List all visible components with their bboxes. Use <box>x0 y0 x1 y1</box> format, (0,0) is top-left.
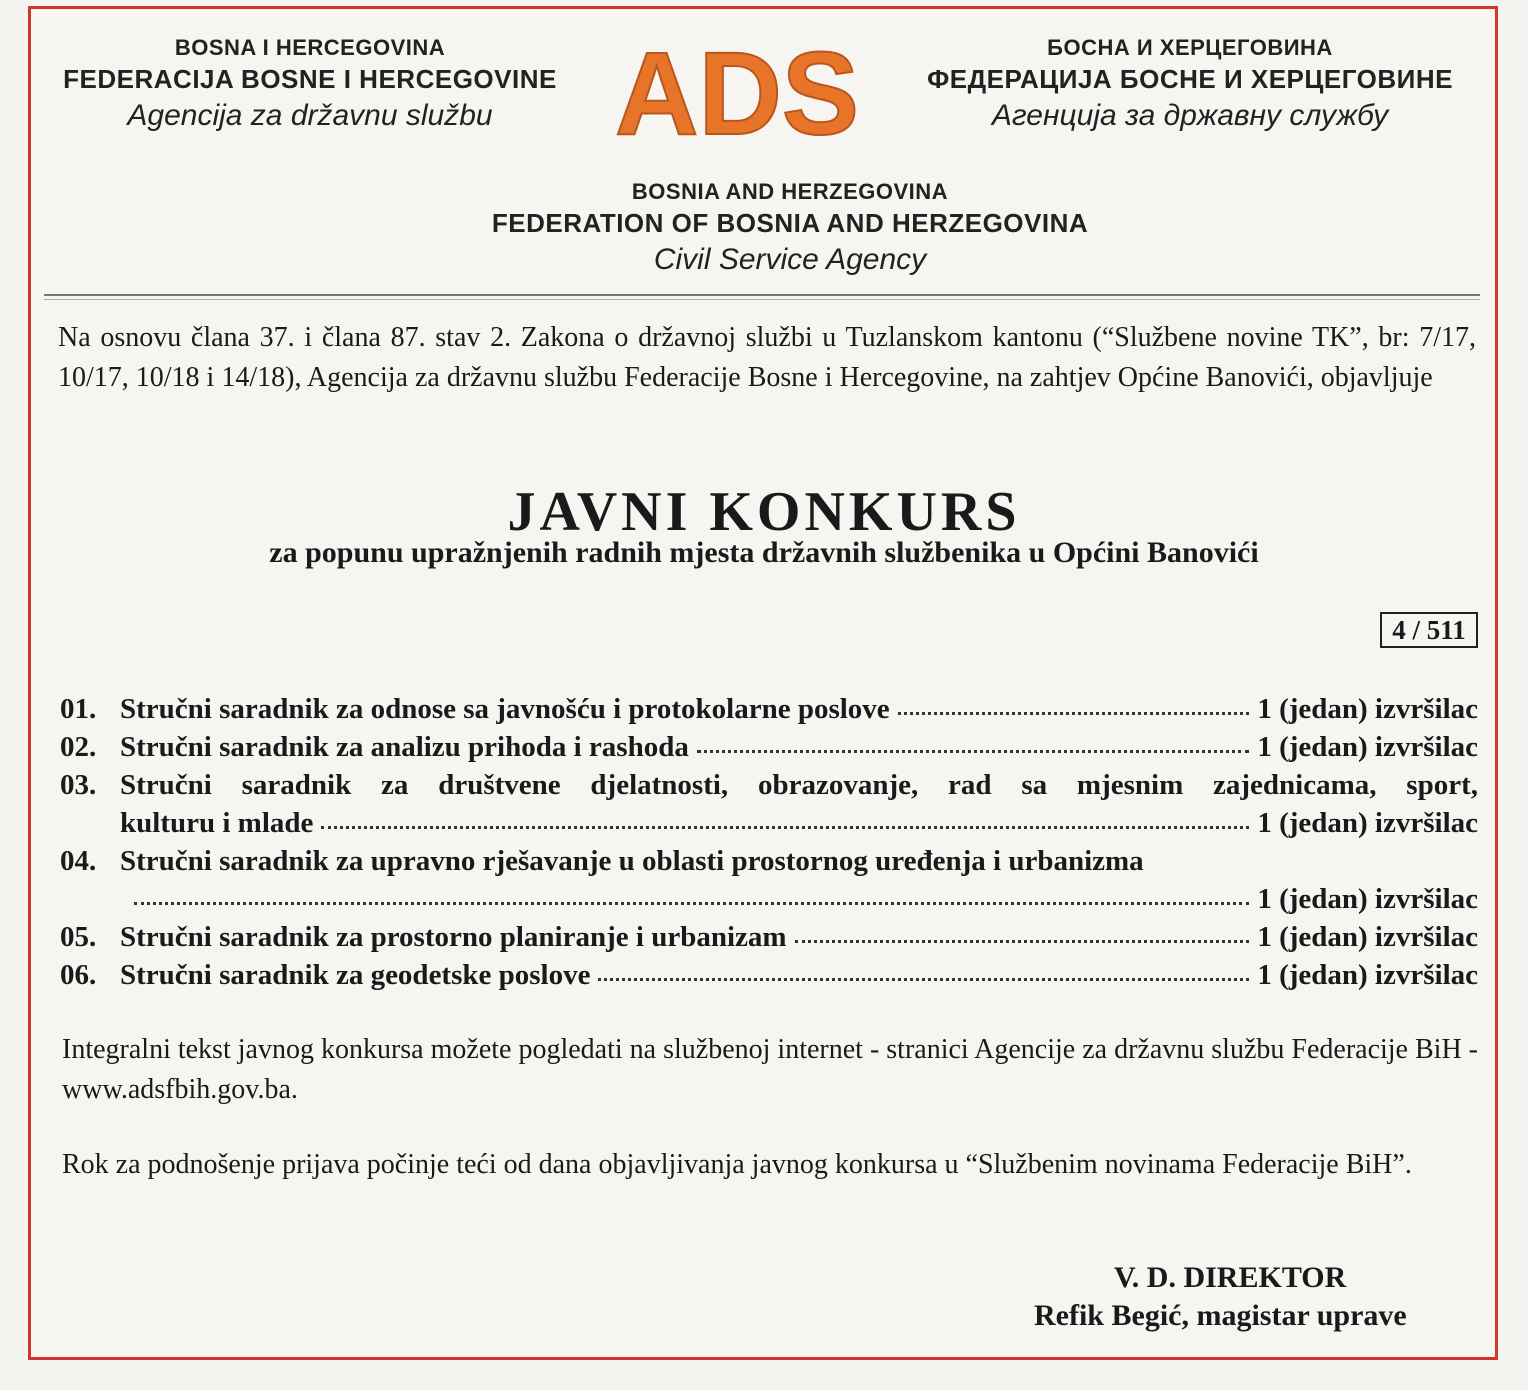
position-number: 02. <box>60 731 97 763</box>
header-right <box>905 34 1475 136</box>
deadline-paragraph: Rok za podnošenje prijava počinje teći od dana objavljivanja javnog konkursa u “Službenim novinama Federacije BiH”. <box>62 1149 1412 1180</box>
position-count: 1 (jedan) izvršilac <box>1257 921 1478 953</box>
signature-name: Refik Begić, magistar uprave <box>1034 1299 1407 1332</box>
position-count: 1 (jedan) izvršilac <box>1257 693 1478 725</box>
position-item-continuation <box>60 880 1478 918</box>
dot-leader <box>598 956 1249 981</box>
dot-leader <box>321 804 1249 829</box>
header-left <box>30 34 590 136</box>
intro-paragraph: Na osnovu člana 37. i člana 87. stav 2. Zakona o državnoj službi u Tuzlanskom kantonu (“Službene novine TK”, br: 7/17, 10/17, 10/18 i 14/18), Agencija za državnu službu Federacije Bosne i Hercegovine, na zahtjev Općine Banovići, objavljuje <box>58 322 1476 393</box>
notice-title: JAVNI KONKURS <box>507 481 1021 543</box>
header-left-federation: FEDERACIJA BOSNE I HERCEGOVINE <box>63 64 557 94</box>
reference-number-badge: 4 / 511 <box>1380 612 1478 648</box>
position-item <box>60 690 1478 728</box>
header-center-federation: FEDERATION OF BOSNIA AND HERZEGOVINA <box>491 208 1089 238</box>
position-title: Stručni saradnik za prostorno planiranje i urbanizam <box>120 921 787 953</box>
header-center-country: BOSNIA AND HERZEGOVINA <box>631 179 949 204</box>
header-left-agency: Agencija za državnu službu <box>127 99 493 132</box>
header-left-country: BOSNA I HERCEGOVINA <box>174 35 446 60</box>
position-number: 01. <box>60 693 97 725</box>
notice-subtitle: za popunu upražnjenih radnih mjesta državnih službenika u Općini Banovići <box>269 536 1259 569</box>
header-right-agency: Агенција за државну службу <box>991 99 1389 132</box>
position-title: Stručni saradnik za odnose sa javnošću i protokolarne poslove <box>120 693 890 725</box>
dot-leader <box>795 918 1250 943</box>
header-divider <box>44 294 1480 296</box>
dot-leader <box>898 690 1250 715</box>
position-title: Stručni saradnik za upravno rješavanje u oblasti prostornog uređenja i urbanizma <box>120 845 1144 877</box>
position-title: Stručni saradnik za analizu prihoda i rashoda <box>120 731 689 763</box>
position-count: 1 (jedan) izvršilac <box>1257 883 1478 915</box>
position-title: Stručni saradnik za geodetske poslove <box>120 959 591 991</box>
header-divider-secondary <box>44 299 1480 300</box>
header-right-federation: ФЕДЕРАЦИЈА БОСНЕ И ХЕРЦЕГОВИНЕ <box>927 64 1453 94</box>
ads-logo-text: ADS <box>615 38 859 142</box>
position-count: 1 (jedan) izvršilac <box>1257 731 1478 763</box>
position-item <box>60 956 1478 994</box>
position-title: Stručni saradnik za društvene djelatnosti, obrazovanje, rad sa mjesnim zajednicama, sport, <box>120 769 1478 801</box>
signature-title: V. D. DIREKTOR <box>1114 1261 1347 1294</box>
header-center-agency: Civil Service Agency <box>653 243 927 276</box>
integral-text-paragraph: Integralni tekst javnog konkursa možete pogledati na službenoj internet - stranici Agencije za državnu službu Federacije BiH - www.adsfbih.gov.ba. <box>62 1034 1478 1105</box>
position-item-continuation <box>60 804 1478 842</box>
position-item <box>60 918 1478 956</box>
ads-logo <box>612 38 862 142</box>
position-item <box>60 766 1478 804</box>
position-count: 1 (jedan) izvršilac <box>1257 807 1478 839</box>
dot-leader <box>134 880 1249 905</box>
position-item <box>60 728 1478 766</box>
position-number: 06. <box>60 959 97 991</box>
position-item <box>60 842 1478 880</box>
positions-list <box>60 690 1478 994</box>
position-number: 03. <box>60 769 97 801</box>
position-number: 05. <box>60 921 97 953</box>
header-center <box>440 178 1140 280</box>
dot-leader <box>697 728 1249 753</box>
position-title-continued: kulturu i mlade <box>120 807 314 839</box>
position-number: 04. <box>60 845 97 877</box>
position-count: 1 (jedan) izvršilac <box>1257 959 1478 991</box>
header-right-country: БОСНА И ХЕРЦЕГОВИНА <box>1047 35 1333 60</box>
